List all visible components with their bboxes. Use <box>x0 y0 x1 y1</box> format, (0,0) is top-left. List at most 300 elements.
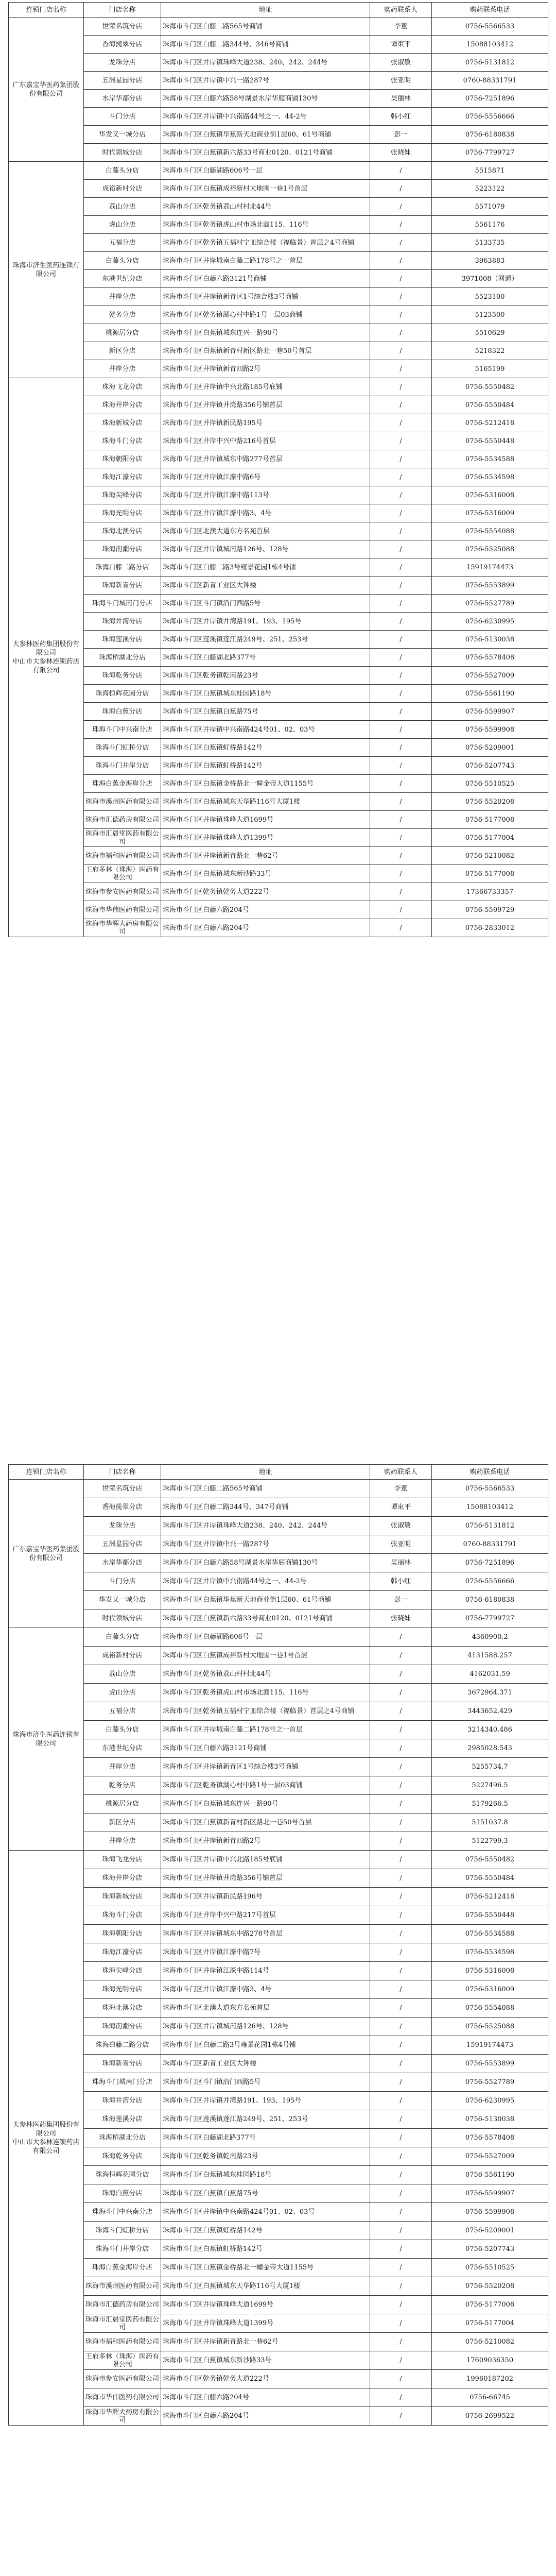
contact-cell: / <box>370 631 432 649</box>
store-name-cell: 珠海市华辉大药房有限公司 <box>84 919 161 937</box>
contact-cell: / <box>370 1832 432 1851</box>
phone-cell: 0756-5556666 <box>432 1572 548 1591</box>
phone-cell: 0756-5316009 <box>432 504 548 522</box>
phone-cell: 0756-5556666 <box>432 108 548 126</box>
contact-cell: / <box>370 667 432 685</box>
contact-cell: / <box>370 1980 432 1999</box>
table-row <box>9 2055 548 2073</box>
table-row <box>9 54 548 72</box>
address-cell: 珠海市斗门区井岸镇新青四路2号 <box>161 1832 370 1851</box>
address-cell: 珠海市斗门区井岸镇中兴南路44号之一、44-2号 <box>161 1572 370 1591</box>
contact-cell: / <box>370 2092 432 2110</box>
contact-cell: / <box>370 595 432 613</box>
table-row <box>9 2296 548 2314</box>
store-name-cell: 珠海白蕉分店 <box>84 2184 161 2203</box>
address-cell: 珠海市斗门区白蕉镇新六路33号商业0120、0121号商铺 <box>161 1609 370 1628</box>
contact-cell: / <box>370 1628 432 1647</box>
store-name-cell: 珠海市参安医药有限公司 <box>84 2370 161 2388</box>
address-cell: 珠海市斗门区白藤二路3号雍景花园1栋4号铺 <box>161 2036 370 2055</box>
table-row <box>9 2018 548 2036</box>
phone-cell: 0756-5209001 <box>432 2222 548 2240</box>
table-row <box>9 1795 548 1814</box>
phone-cell: 0756-5316008 <box>432 486 548 504</box>
table-row <box>9 883 548 901</box>
store-name-cell: 珠海市福和医药有限公司 <box>84 847 161 865</box>
contact-cell: / <box>370 360 432 378</box>
phone-cell: 0756-5599907 <box>432 2184 548 2203</box>
store-name-cell: 虎山分店 <box>84 1684 161 1702</box>
address-cell: 珠海市斗门区乾务镇虎山村市场北面115、116号 <box>161 216 370 234</box>
address-cell: 珠海市斗门区白藤六路204号 <box>161 919 370 937</box>
phone-cell: 0756-5599908 <box>432 2203 548 2222</box>
store-name-cell: 珠海斗门中兴南分店 <box>84 2203 161 2222</box>
phone-cell: 0756-5599907 <box>432 703 548 721</box>
store-name-cell: 白藤头分店 <box>84 1628 161 1647</box>
phone-cell: 0756-5550448 <box>432 1906 548 1925</box>
phone-cell: 0756-5177008 <box>432 865 548 883</box>
store-name-cell: 珠海飞龙分店 <box>84 378 161 396</box>
store-table <box>8 2 548 937</box>
table-row <box>9 162 548 180</box>
phone-cell: 0756-5599729 <box>432 901 548 919</box>
store-name-cell: 珠海新青分店 <box>84 2055 161 2073</box>
address-cell: 珠海市斗门区井岸镇中兴北路185号底铺 <box>161 378 370 396</box>
contact-cell: / <box>370 775 432 793</box>
address-cell: 珠海市斗门区乾务镇乾务大道222号 <box>161 883 370 901</box>
address-cell: 珠海市斗门区白藤湖路606号一层 <box>161 162 370 180</box>
table-row <box>9 1832 548 1851</box>
table-row <box>9 631 548 649</box>
table-row <box>9 595 548 613</box>
table-row <box>9 252 548 270</box>
address-cell: 珠海市斗门区井岸镇中兴一路287号 <box>161 72 370 90</box>
table-row <box>9 324 548 342</box>
store-name-cell: 珠海白藤二路分店 <box>84 558 161 577</box>
store-name-cell: 珠海南潮分店 <box>84 2018 161 2036</box>
phone-cell: 0756-5550484 <box>432 1869 548 1888</box>
store-name-cell: 水岸华都分店 <box>84 1554 161 1572</box>
table-row <box>9 2129 548 2147</box>
phone-cell: 5223122 <box>432 180 548 198</box>
address-cell: 珠海市斗门区井岸镇井湾路191、193、195号 <box>161 2092 370 2110</box>
phone-cell: 0756-5131812 <box>432 1517 548 1535</box>
contact-cell: / <box>370 1869 432 1888</box>
store-name-cell: 王府多林（珠海）医药有限公司 <box>84 865 161 883</box>
table-row <box>9 1999 548 2018</box>
contact-cell: / <box>370 2203 432 2222</box>
address-cell: 珠海市斗门区白蕉镇城东桂园路18号 <box>161 2166 370 2184</box>
table-row <box>9 396 548 414</box>
phone-cell: 0756-5177004 <box>432 829 548 847</box>
contact-cell: 彭一 <box>370 1591 432 1609</box>
store-name-cell: 珠海斗门虹桥分店 <box>84 739 161 757</box>
contact-cell: 张淑敏 <box>370 1517 432 1535</box>
phone-cell: 0756-5553899 <box>432 577 548 595</box>
table-row <box>9 1498 548 1517</box>
table-row <box>9 522 548 540</box>
address-cell: 珠海市斗门区井岸镇新青四路2号 <box>161 360 370 378</box>
phone-cell: 0756-5554088 <box>432 1999 548 2018</box>
store-name-cell: 荔山分店 <box>84 198 161 216</box>
address-cell: 珠海市斗门区白藤六路58号湖景水岸华庭商铺130号 <box>161 1554 370 1572</box>
store-name-cell: 虎山分店 <box>84 216 161 234</box>
store-name-cell: 珠海井湾分店 <box>84 2092 161 2110</box>
store-name-cell: 新区分店 <box>84 1814 161 1832</box>
phone-cell: 0756-5553899 <box>432 2055 548 2073</box>
phone-cell: 5571079 <box>432 198 548 216</box>
store-name-cell: 珠海光明分店 <box>84 1980 161 1999</box>
store-name-cell: 珠海尖峰分店 <box>84 486 161 504</box>
contact-cell: / <box>370 919 432 937</box>
phone-cell: 5179266.5 <box>432 1795 548 1814</box>
header-phone: 购药联系电话 <box>432 1465 548 1480</box>
table-row <box>9 144 548 162</box>
store-name-cell: 时代领城分店 <box>84 1609 161 1628</box>
address-cell: 珠海市斗门区斗门镇沿门西路5号 <box>161 595 370 613</box>
address-cell: 珠海市斗门区白藤湖北路377号 <box>161 649 370 667</box>
contact-cell: / <box>370 703 432 721</box>
contact-cell: / <box>370 2333 432 2351</box>
contact-cell: / <box>370 2388 432 2407</box>
contact-cell: / <box>370 540 432 558</box>
phone-cell: 0756-5561190 <box>432 685 548 703</box>
table-row <box>9 2203 548 2222</box>
contact-cell: / <box>370 2073 432 2092</box>
phone-cell: 0756-5209001 <box>432 739 548 757</box>
address-cell: 珠海市斗门区井岸镇井湾路356号铺首层 <box>161 1869 370 1888</box>
contact-cell: / <box>370 2166 432 2184</box>
address-cell: 珠海市斗门区井岸镇新民路195号 <box>161 414 370 432</box>
contact-cell: / <box>370 2351 432 2370</box>
contact-cell: 吴丽林 <box>370 1554 432 1572</box>
phone-cell: 5133735 <box>432 234 548 252</box>
contact-cell: / <box>370 2110 432 2129</box>
store-name-cell: 珠海市溪州医药有限公司 <box>84 2277 161 2296</box>
contact-cell: / <box>370 324 432 342</box>
phone-cell: 5122799.3 <box>432 1832 548 1851</box>
phone-cell: 0756-5131812 <box>432 54 548 72</box>
table-row <box>9 2370 548 2388</box>
table-row <box>9 2110 548 2129</box>
store-name-cell: 珠海斗门中兴南分店 <box>84 721 161 739</box>
table-row <box>9 1609 548 1628</box>
phone-cell: 0756-7251896 <box>432 1554 548 1572</box>
contact-cell: / <box>370 883 432 901</box>
phone-cell: 0756-5550484 <box>432 396 548 414</box>
phone-cell: 0756-7251896 <box>432 90 548 108</box>
header-address: 地址 <box>161 1465 370 1480</box>
store-name-cell: 成裕新村分店 <box>84 180 161 198</box>
store-name-cell: 龙珠分店 <box>84 1517 161 1535</box>
address-cell: 珠海市斗门区井岸镇珠峰大道1399号 <box>161 2314 370 2333</box>
store-name-cell: 珠海江濠分店 <box>84 468 161 486</box>
contact-cell: 张淑敏 <box>370 54 432 72</box>
company-name-cell: 广东嘉宝华医药集团股份有限公司 <box>9 18 84 162</box>
address-cell: 珠海市斗门区白蕉镇新青村新区路北一巷50号首层 <box>161 1814 370 1832</box>
table-row <box>9 2351 548 2370</box>
address-cell: 珠海市斗门区白藤二路565号商铺 <box>161 1480 370 1498</box>
address-cell: 珠海市斗门区白蕉镇华蕉新天地商业街1层60、61号商铺 <box>161 126 370 144</box>
phone-cell: 0756-5207743 <box>432 2240 548 2259</box>
store-table <box>8 1464 548 2426</box>
contact-cell: 谭束平 <box>370 36 432 54</box>
contact-cell: / <box>370 1702 432 1721</box>
contact-cell: / <box>370 1906 432 1925</box>
contact-cell: 李董 <box>370 1480 432 1498</box>
store-name-cell: 珠海乾务分店 <box>84 2147 161 2166</box>
address-cell: 珠海市斗门区北澳大道东方名苑首层 <box>161 522 370 540</box>
store-name-cell: 时代领城分店 <box>84 144 161 162</box>
table-row <box>9 1980 548 1999</box>
store-name-cell: 珠海恒辉花园分店 <box>84 685 161 703</box>
store-name-cell: 珠海井湾分店 <box>84 613 161 631</box>
contact-cell: / <box>370 613 432 631</box>
phone-cell: 5227496.5 <box>432 1776 548 1795</box>
phone-cell: 3214340.486 <box>432 1721 548 1739</box>
store-name-cell: 珠海市华伟医药有限公司 <box>84 2388 161 2407</box>
store-name-cell: 珠海斗门城南门分店 <box>84 2073 161 2092</box>
store-name-cell: 珠海桥湖北分店 <box>84 2129 161 2147</box>
table-row <box>9 360 548 378</box>
store-name-cell: 五福分店 <box>84 1702 161 1721</box>
store-name-cell: 五洲星园分店 <box>84 72 161 90</box>
phone-cell: 15919174473 <box>432 558 548 577</box>
contact-cell: / <box>370 1925 432 1943</box>
table-row <box>9 1554 548 1572</box>
address-cell: 珠海市斗门区井岸城南白藤二路178号之一首层 <box>161 252 370 270</box>
phone-cell: 0756-5527789 <box>432 595 548 613</box>
contact-cell: / <box>370 2370 432 2388</box>
address-cell: 珠海市斗门区井岸镇新民路196号 <box>161 1888 370 1906</box>
table-row <box>9 90 548 108</box>
table-row <box>9 1739 548 1758</box>
store-name-cell: 香海揽翠分店 <box>84 36 161 54</box>
table-row <box>9 685 548 703</box>
address-cell: 珠海市斗门区井岸镇中兴一路287号 <box>161 1535 370 1554</box>
store-name-cell: 珠海斗门井岸分店 <box>84 2240 161 2259</box>
table-row <box>9 1943 548 1962</box>
table-row <box>9 468 548 486</box>
contact-cell: / <box>370 1888 432 1906</box>
address-cell: 珠海市斗门区井岸镇珠峰大道1699号 <box>161 2296 370 2314</box>
address-cell: 珠海市斗门区白蕉镇新六路33号商业0120、0121号商铺 <box>161 144 370 162</box>
contact-cell: / <box>370 2222 432 2240</box>
address-cell: 珠海市斗门区白藤六路204号 <box>161 2388 370 2407</box>
store-name-cell: 珠海尖峰分店 <box>84 1962 161 1980</box>
phone-cell: 2985028.543 <box>432 1739 548 1758</box>
address-cell: 珠海市斗门区井岸镇珠峰大道1699号 <box>161 811 370 829</box>
table-row <box>9 2314 548 2333</box>
store-name-cell: 珠海斗门分店 <box>84 1906 161 1925</box>
table-row <box>9 1517 548 1535</box>
store-name-cell: 珠海飞龙分店 <box>84 1851 161 1869</box>
address-cell: 珠海市斗门区白藤湖北路377号 <box>161 2129 370 2147</box>
address-cell: 珠海市斗门区白蕉镇金桥路北一幢金帝大道1155号 <box>161 2259 370 2277</box>
contact-cell: / <box>370 1665 432 1684</box>
phone-cell: 0756-6180838 <box>432 126 548 144</box>
contact-cell: / <box>370 468 432 486</box>
address-cell: 珠海市斗门区白蕉镇金桥路北一幢金帝大道1155号 <box>161 775 370 793</box>
address-cell: 珠海市斗门区白藤二路3号雍景花园1栋4号铺 <box>161 558 370 577</box>
address-cell: 珠海市斗门区莲溪镇莲江路249号、251、253号 <box>161 631 370 649</box>
table-row <box>9 793 548 811</box>
store-name-cell: 珠海朝阳分店 <box>84 450 161 468</box>
address-cell: 珠海市斗门区白蕉镇成裕新村大地围一巷1号首层 <box>161 180 370 198</box>
store-name-cell: 新区分店 <box>84 342 161 360</box>
store-name-cell: 珠海市汇德药房有限公司 <box>84 2296 161 2314</box>
phone-cell: 0760-88331791 <box>432 72 548 90</box>
contact-cell: 韩小红 <box>370 1572 432 1591</box>
phone-cell: 0756-66745 <box>432 2388 548 2407</box>
table-row <box>9 775 548 793</box>
contact-cell: / <box>370 2277 432 2296</box>
contact-cell: / <box>370 234 432 252</box>
phone-cell: 0756-2699522 <box>432 2407 548 2426</box>
header-contact: 购药联系人 <box>370 3 432 18</box>
table-row <box>9 1814 548 1832</box>
phone-cell: 0756-5554088 <box>432 522 548 540</box>
phone-cell: 0756-5578408 <box>432 2129 548 2147</box>
table-row <box>9 613 548 631</box>
header-address: 地址 <box>161 3 370 18</box>
store-name-cell: 珠海新城分店 <box>84 1888 161 1906</box>
phone-cell: 0756-5212418 <box>432 414 548 432</box>
phone-cell: 0756-5316008 <box>432 1962 548 1980</box>
table-row <box>9 721 548 739</box>
header-company: 连锁门店名称 <box>9 3 84 18</box>
pharmacy-table-2 <box>8 1464 548 2426</box>
address-cell: 珠海市斗门区新青工业区大钟楼 <box>161 2055 370 2073</box>
table-row <box>9 2036 548 2055</box>
phone-cell: 0756-5520208 <box>432 793 548 811</box>
phone-cell: 5561176 <box>432 216 548 234</box>
table-row <box>9 432 548 450</box>
store-name-cell: 王府多林（珠海）医药有限公司 <box>84 2351 161 2370</box>
store-name-cell: 珠海市华辉大药房有限公司 <box>84 2407 161 2426</box>
store-name-cell: 荔山分店 <box>84 1665 161 1684</box>
phone-cell: 0756-5534598 <box>432 468 548 486</box>
table-row <box>9 540 548 558</box>
store-name-cell: 白藤头分店 <box>84 162 161 180</box>
phone-cell: 3672964.371 <box>432 1684 548 1702</box>
store-name-cell: 珠海市福和医药有限公司 <box>84 2333 161 2351</box>
store-name-cell: 珠海市汇晨堂医药有限公司 <box>84 2314 161 2333</box>
store-name-cell: 井岸分店 <box>84 1832 161 1851</box>
phone-cell: 5515871 <box>432 162 548 180</box>
table-row <box>9 703 548 721</box>
table-row <box>9 649 548 667</box>
address-cell: 珠海市斗门区白蕉镇城东天华路116号大厦1楼 <box>161 2277 370 2296</box>
table-row <box>9 1869 548 1888</box>
table-row <box>9 667 548 685</box>
address-cell: 珠海市斗门区井岸镇珠峰大道238、240、242、244号 <box>161 54 370 72</box>
contact-cell: / <box>370 811 432 829</box>
phone-cell: 0756-6230995 <box>432 613 548 631</box>
table-row <box>9 378 548 396</box>
header-row <box>9 1465 548 1480</box>
contact-cell: / <box>370 306 432 324</box>
phone-cell: 3963883 <box>432 252 548 270</box>
table-row <box>9 180 548 198</box>
contact-cell: / <box>370 1647 432 1665</box>
address-cell: 珠海市斗门区乾务镇乾务大道222号 <box>161 2370 370 2388</box>
contact-cell: / <box>370 1684 432 1702</box>
phone-cell: 0756-5527009 <box>432 667 548 685</box>
store-name-cell: 珠海莲溪分店 <box>84 631 161 649</box>
contact-cell: / <box>370 2314 432 2333</box>
address-cell: 珠海市斗门区乾务镇乾南路23号 <box>161 667 370 685</box>
address-cell: 珠海市斗门区白藤二路344号、346号商铺 <box>161 36 370 54</box>
table-row <box>9 577 548 595</box>
contact-cell: / <box>370 1721 432 1739</box>
store-name-cell: 珠海井岸分店 <box>84 1869 161 1888</box>
phone-cell: 0756-5534598 <box>432 1943 548 1962</box>
phone-cell: 0756-5566533 <box>432 18 548 36</box>
phone-cell: 0756-6230995 <box>432 2092 548 2110</box>
contact-cell: / <box>370 1999 432 2018</box>
store-name-cell: 珠海市华伟医药有限公司 <box>84 901 161 919</box>
phone-cell: 19960187202 <box>432 2370 548 2388</box>
company-name-cell: 珠海市济生医药连锁有限公司 <box>9 162 84 378</box>
contact-cell: / <box>370 1962 432 1980</box>
phone-cell: 0756-5210082 <box>432 2333 548 2351</box>
table-row <box>9 450 548 468</box>
contact-cell: / <box>370 450 432 468</box>
address-cell: 珠海市斗门区井岸镇江濠中路113号 <box>161 486 370 504</box>
store-name-cell: 珠海市参安医药有限公司 <box>84 883 161 901</box>
phone-cell: 0756-5130038 <box>432 631 548 649</box>
table-row <box>9 2407 548 2426</box>
table-row <box>9 901 548 919</box>
address-cell: 珠海市斗门区乾务镇荔山村村北44号 <box>161 198 370 216</box>
store-name-cell: 世荣名筑分店 <box>84 18 161 36</box>
phone-cell: 0756-5177004 <box>432 2314 548 2333</box>
contact-cell: / <box>370 1943 432 1962</box>
address-cell: 珠海市斗门区井岸镇井湾路356号铺首层 <box>161 396 370 414</box>
table-row <box>9 1572 548 1591</box>
phone-cell: 17609036350 <box>432 2351 548 2370</box>
contact-cell: / <box>370 504 432 522</box>
phone-cell: 0756-2833012 <box>432 919 548 937</box>
table-row <box>9 1851 548 1869</box>
store-name-cell: 珠海斗门城南门分店 <box>84 595 161 613</box>
table-row <box>9 216 548 234</box>
address-cell: 珠海市斗门区井岸镇中兴南路44号之一、44-2号 <box>161 108 370 126</box>
table-row <box>9 504 548 522</box>
contact-cell: / <box>370 739 432 757</box>
table-row <box>9 1721 548 1739</box>
phone-cell: 15088103412 <box>432 1498 548 1517</box>
address-cell: 珠海市斗门区白蕉镇新青村新区路北一巷50号首层 <box>161 342 370 360</box>
address-cell: 珠海市斗门区井岸镇江濠中路3、4号 <box>161 1980 370 1999</box>
company-name-cell: 珠海市济生医药连锁有限公司 <box>9 1628 84 1851</box>
address-cell: 珠海市斗门区白蕉镇虹桥路142号 <box>161 2240 370 2259</box>
table-row <box>9 1776 548 1795</box>
contact-cell: 彭一 <box>370 126 432 144</box>
store-name-cell: 珠海南潮分店 <box>84 540 161 558</box>
contact-cell: / <box>370 162 432 180</box>
store-name-cell: 龙珠分店 <box>84 54 161 72</box>
store-name-cell: 井岸分店 <box>84 1758 161 1776</box>
phone-cell: 0756-5212418 <box>432 1888 548 1906</box>
header-store: 门店名称 <box>84 3 161 18</box>
contact-cell: / <box>370 2129 432 2147</box>
address-cell: 珠海市斗门区井岸中兴中路216号首层 <box>161 432 370 450</box>
table-row <box>9 1702 548 1721</box>
contact-cell: / <box>370 2407 432 2426</box>
store-name-cell: 珠海桥湖北分店 <box>84 649 161 667</box>
table-row <box>9 2240 548 2259</box>
